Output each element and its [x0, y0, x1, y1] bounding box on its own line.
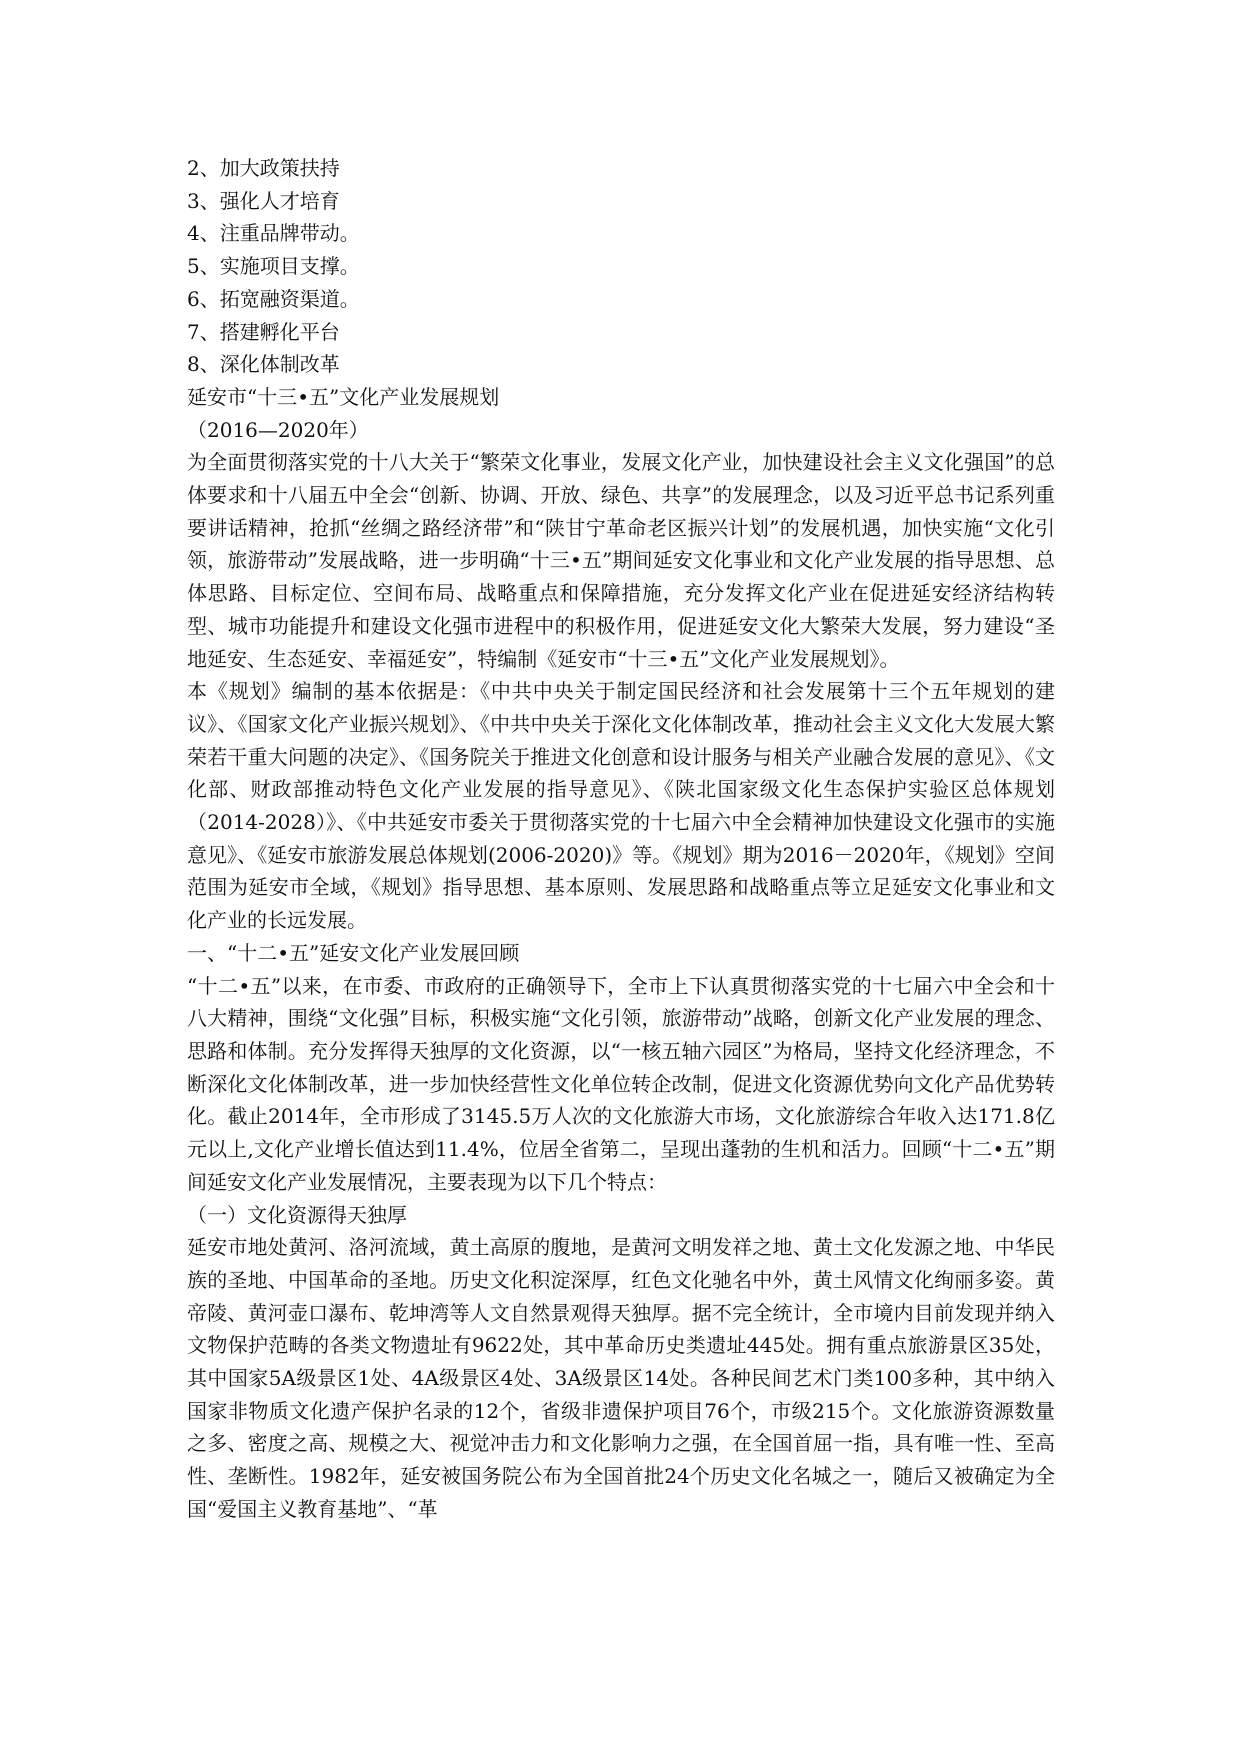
measure-item: 8、深化体制改革 — [187, 352, 340, 377]
document-body — [187, 152, 1055, 1526]
plan-basis-paragraph: 本《规划》编制的基本依据是：《中共中央关于制定国民经济和社会发展第十三个五年规划的建议》、《国家文化产业振兴规划》、《中共中央关于深化文化体制改革，推动社会主义文化大发展大繁荣若干重大问题的决定》、《国务院关于推进文化创意和设计服务与相关产业融合发展的意见》、《文化部、财政部推动特色文化产业发展的指导意见》、《陕北国家级文化生态保护实验区总体规划（2014-2028）》、《中共延安市委关于贯彻落实党的十七届六中全会精神加快建设文化强市的实施意见》、《延安市旅游发展总体规划(2006-2020)》等。《规划》期为2016－2020年，《规划》空间范围为延安市全域，《规划》指导思想、基本原则、发展思路和战略重点等立足延安文化事业和文化产业的长远发展。 — [187, 679, 1055, 933]
resources-heading: （一）文化资源得天独厚 — [187, 1202, 407, 1227]
measure-item: 7、搭建孵化平台 — [187, 319, 340, 344]
resources-paragraph: 延安市地处黄河、洛河流域，黄土高原的腹地，是黄河文明发祥之地、黄土文化发源之地、中华民族的圣地、中国革命的圣地。历史文化积淀深厚，红色文化驰名中外，黄土风情文化绚丽多姿。黄帝陵、黄河壶口瀑布、乾坤湾等人文自然景观得天独厚。据不完全统计，全市境内目前发现并纳入文物保护范畴的各类文物遗址有9622处，其中革命历史类遗址445处。拥有重点旅游景区35处，其中国家5A级景区1处、4A级景区4处、3A级景区14处。各种民间艺术门类100多种，其中纳入国家非物质文化遗产保护名录的12个，省级非遗保护项目76个，市级215个。文化旅游资源数量之多、密度之高、规模之大、视觉冲击力和文化影响力之强，在全国首屈一指，具有唯一性、至高性、垄断性。1982年，延安被国务院公布为全国首批24个历史文化名城之一，随后又被确定为全国“爱国主义教育基地”、“革 — [187, 1235, 1055, 1521]
measure-item: 2、加大政策扶持 — [187, 156, 340, 180]
plan-intro-paragraph: 为全面贯彻落实党的十八大关于“繁荣文化事业，发展文化产业，加快建设社会主义文化强国”的总体要求和十八届五中全会“创新、协调、开放、绿色、共享”的发展理念，以及习近平总书记系列重要讲话精神，抢抓“丝绸之路经济带”和“陕甘宁革命老区振兴计划”的发展机遇，加快实施“文化引领，旅游带动”发展战略，进一步明确“十三•五”期间延安文化事业和文化产业发展的指导思想、总体思路、目标定位、空间布局、战略重点和保障措施，充分发挥文化产业在促进延安经济结构转型、城市功能提升和建设文化强市进程中的积极作用，促进延安文化大繁荣大发展，努力建设“圣地延安、生态延安、幸福延安”，特编制《延安市“十三•五”文化产业发展规划》。 — [187, 450, 1055, 671]
measure-item: 3、强化人才培育 — [187, 188, 340, 213]
measure-item: 5、实施项目支撑。 — [187, 254, 360, 279]
measure-item: 6、拓宽融资渠道。 — [187, 286, 360, 311]
plan-period: （2016—2020年） — [187, 417, 369, 442]
review-heading: 一、“十二•五”延安文化产业发展回顾 — [187, 940, 520, 965]
measure-item: 4、注重品牌带动。 — [187, 221, 360, 246]
review-paragraph: “十二•五”以来，在市委、市政府的正确领导下，全市上下认真贯彻落实党的十七届六中全会和十八大精神，围绕“文化强”目标，积极实施“文化引领，旅游带动”战略，创新文化产业发展的理念、思路和体制。充分发挥得天独厚的文化资源，以“一核五轴六园区”为格局，坚持文化经济理念，不断深化文化体制改革，进一步加快经营性文化单位转企改制，促进文化资源优势向文化产品优势转化。截止2014年，全市形成了3145.5万人次的文化旅游大市场，文化旅游综合年收入达171.8亿元以上,文化产业增长值达到11.4%，位居全省第二，呈现出蓬勃的生机和活力。回顾“十二•五”期间延安文化产业发展情况，主要表现为以下几个特点： — [187, 973, 1055, 1194]
plan-title: 延安市“十三•五”文化产业发展规划 — [187, 384, 500, 409]
